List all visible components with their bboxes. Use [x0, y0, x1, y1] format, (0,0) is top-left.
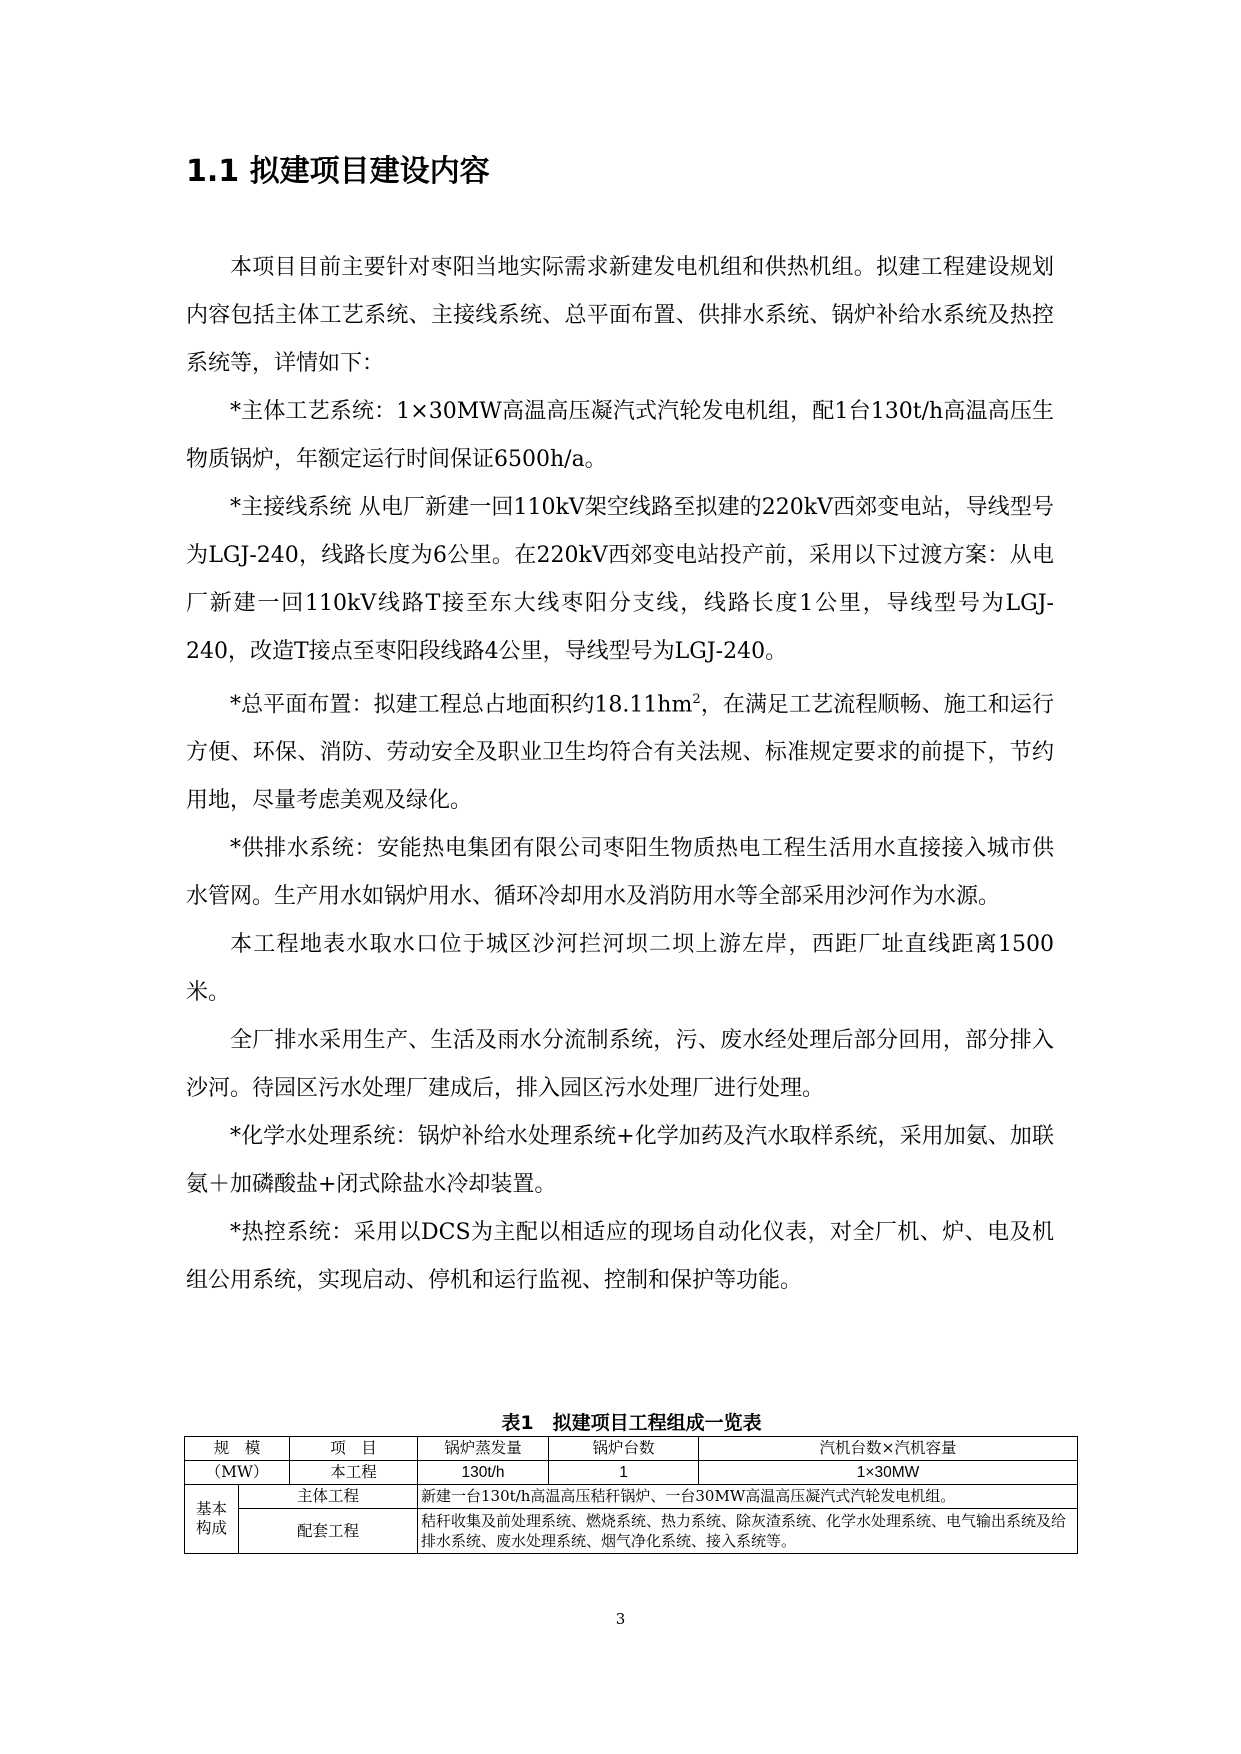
row-project-count: 1: [549, 1461, 699, 1485]
project-composition-table: [184, 1436, 1078, 1554]
paragraph-drainage: 全厂排水采用生产、生活及雨水分流制系统，污、废水经处理后部分回用，部分排入沙河。待园区污水处理厂建成后，排入园区污水处理厂进行处理。: [186, 1028, 1054, 1102]
support-works-label: 配套工程: [239, 1509, 418, 1554]
row-project-steam: 130t/h: [418, 1461, 549, 1485]
header-turbine: 汽机台数×汽机容量: [699, 1437, 1078, 1461]
paragraph-water-intake: 本工程地表水取水口位于城区沙河拦河坝二坝上游左岸，西距厂址直线距离1500米。: [186, 932, 1054, 1006]
body-text: [186, 244, 1054, 1305]
header-boiler-count: 锅炉台数: [549, 1437, 699, 1461]
paragraph-thermal-control: *热控系统：采用以DCS为主配以相适应的现场自动化仪表，对全厂机、炉、电及机组公用系统，实现启动、停机和运行监视、控制和保护等功能。: [186, 1220, 1054, 1294]
paragraph-chemical-water: *化学水处理系统：锅炉补给水处理系统+化学加药及汽水取样系统，采用加氨、加联氨＋加磷酸盐+闭式除盐水冷却装置。: [186, 1124, 1054, 1198]
layout-text-before: *总平面布置：拟建工程总占地面积约18.11hm: [230, 692, 693, 718]
page-number: 3: [615, 1610, 626, 1628]
section-heading: 1.1 拟建项目建设内容: [186, 154, 490, 189]
row-project-label: 本工程: [290, 1461, 418, 1485]
basic-label-top: 基本: [195, 1500, 227, 1518]
table-row: [185, 1485, 1078, 1509]
paragraph-main-process: *主体工艺系统：1×30MW高温高压凝汽式汽轮发电机组，配1台130t/h高温高压生物质锅炉，年额定运行时间保证6500h/a。: [186, 399, 1054, 472]
table-caption: 表1 拟建项目工程组成一览表: [501, 1412, 762, 1434]
layout-text-after: ，在满足工艺流程顺畅、施工和运行方便、环保、消防、劳动安全及职业卫生均符合有关法规、标准规定要求的前提下，节约用地，尽量考虑美观及绿化。: [186, 692, 1054, 814]
table-row: [185, 1437, 1078, 1461]
table-row: [185, 1461, 1078, 1485]
main-works-label: 主体工程: [239, 1485, 418, 1509]
scale-label-top: 规 模: [185, 1437, 290, 1461]
area-unit-superscript: 2: [692, 692, 701, 707]
basic-label-bottom: 构成: [195, 1519, 227, 1537]
paragraph-water-supply: *供排水系统：安能热电集团有限公司枣阳生物质热电工程生活用水直接接入城市供水管网。生产用水如锅炉用水、循环冷却用水及消防用水等全部采用沙河作为水源。: [186, 836, 1054, 910]
header-item: 项 目: [290, 1437, 418, 1461]
paragraph-layout: [186, 676, 1054, 825]
paragraph-wiring: *主接线系统 从电厂新建一回110kV架空线路至拟建的220kV西郊变电站，导线型号为LGJ-240，线路长度为6公里。在220kV西郊变电站投产前，采用以下过渡方案：从电厂新建一回110kV线路T接至东大线枣阳分支线，线路长度1公里，导线型号为LGJ-240，改造T接点至枣阳段线路4公里，导线型号为LGJ-240。: [186, 495, 1054, 664]
table-row: [185, 1509, 1078, 1554]
paragraph-intro: 本项目目前主要针对枣阳当地实际需求新建发电机组和供热机组。拟建工程建设规划内容包括主体工艺系统、主接线系统、总平面布置、供排水系统、锅炉补给水系统及热控系统等，详情如下：: [186, 255, 1054, 376]
header-boiler-steam: 锅炉蒸发量: [418, 1437, 549, 1461]
row-project-turbine: 1×30MW: [699, 1461, 1078, 1485]
support-works-value: 秸秆收集及前处理系统、燃烧系统、热力系统、除灰渣系统、化学水处理系统、电气输出系统及给排水系统、废水处理系统、烟气净化系统、接入系统等。: [418, 1509, 1078, 1554]
basic-composition-label: [185, 1485, 239, 1554]
scale-label-bottom: （MW）: [185, 1461, 290, 1485]
main-works-value: 新建一台130t/h高温高压秸秆锅炉、一台30MW高温高压凝汽式汽轮发电机组。: [418, 1485, 1078, 1509]
